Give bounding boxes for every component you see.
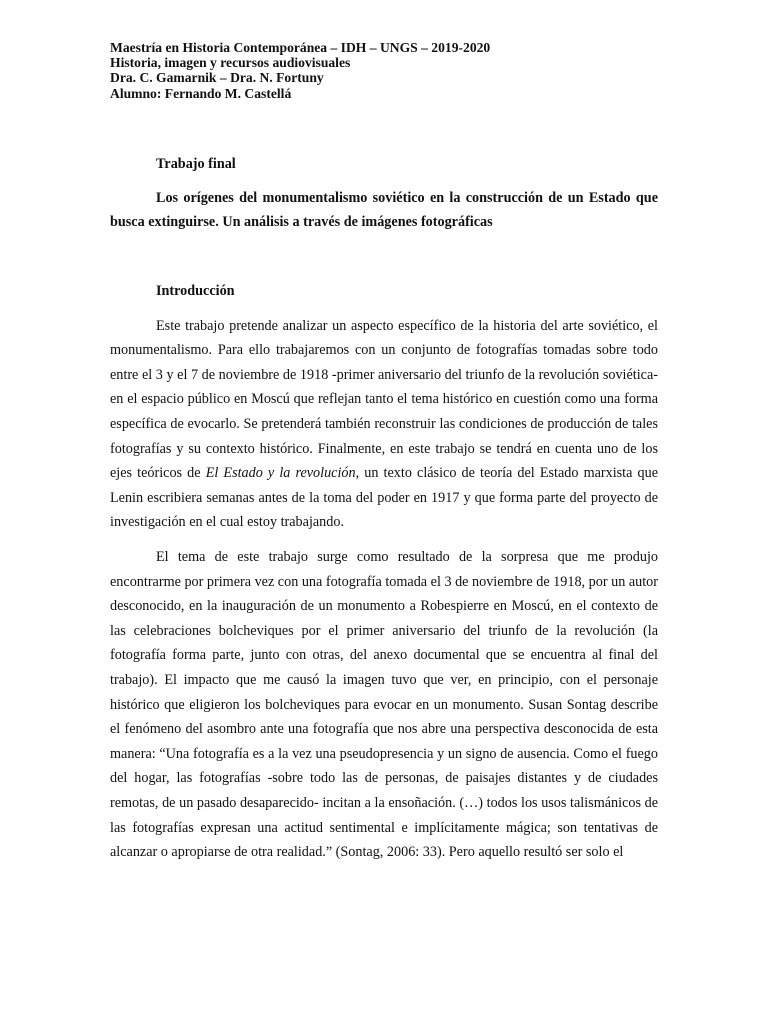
document-label: Trabajo final xyxy=(156,155,236,172)
spacer xyxy=(110,101,658,152)
document-page xyxy=(110,40,658,865)
header-professors-line: Dra. C. Gamarnik – Dra. N. Fortuny xyxy=(110,70,324,86)
paragraph-2: El tema de este trabajo surge como resultado de la sorpresa que me produjo encontrarme por primera vez con una fotografía tomada el 3 de noviembre de 1918, por un autor desconocido, en la inauguración de un monumento a Robespierre en Moscú, en el contexto de las celebraciones bolcheviques por el primer aniversario del triunfo de la revolución (la fotografía forma parte, junto con otras, del anexo documental que se encuentra al final del trabajo). El impacto que me causó la imagen tuvo que ver, en principio, con el personaje histórico que eligieron los bolcheviques para evocar en un monumento. Susan Sontag describe el fenómeno del asombro ante una fotografía que nos abre una perspectiva desconocida de esta manera: “Una fotografía es a la vez una pseudopresencia y un signo de ausencia. Como el fuego del hogar, las fotografías -sobre todo las de personas, de paisajes distantes y de ciudades remotas, de un pasado desaparecido- incitan a la ensoñación. (…) todos los usos talismánicos de las fotografías expresan una actitud sentimental e implícitamente mágica; son tentativas de alcanzar o apropiarse de otra realidad.” (Sontag, 2006: 33). Pero aquello resultó ser solo el xyxy=(110,548,658,861)
document-title: Los orígenes del monumentalismo soviético en la construcción de un Estado que busca extinguirse. Un análisis a través de imágenes fotográficas xyxy=(110,190,658,231)
paragraph-1-text-b: , un texto clásico de teoría del Estado marxista que Lenin escribiera semanas antes de la toma del poder en 1917 y que forma parte del proyecto de investigación en el cual estoy trabajando. xyxy=(110,465,659,531)
section-heading-introduccion: Introducción xyxy=(156,283,235,300)
paragraph-1 xyxy=(110,314,658,535)
header-student-line: Alumno: Fernando M. Castellá xyxy=(110,85,292,101)
book-title-italic: El Estado y la revolución xyxy=(205,465,356,482)
spacer xyxy=(110,234,658,279)
header-course-line: Historia, imagen y recursos audiovisuales xyxy=(110,55,351,71)
paragraph-1-text-a: Este trabajo pretende analizar un aspecto específico de la historia del arte soviético, el monumentalismo. Para ello trabajaremos con un conjunto de fotografías tomadas sobre todo entre el 3 y el 7 de noviembre de 1918 -primer aniversario del triunfo de la revolución soviética- en el espacio público en Moscú que reflejan tanto el tema histórico en cuestión como una forma específica de evocarlo. Se pretenderá también reconstruir las condiciones de producción de tales fotografías y su contexto histórico. Finalmente, en este trabajo se tendrá en cuenta uno de los ejes teóricos de xyxy=(110,317,658,482)
header-program-line: Maestría en Historia Contemporánea – IDH – UNGS – 2019-2020 xyxy=(110,40,491,55)
document-header xyxy=(110,40,658,101)
